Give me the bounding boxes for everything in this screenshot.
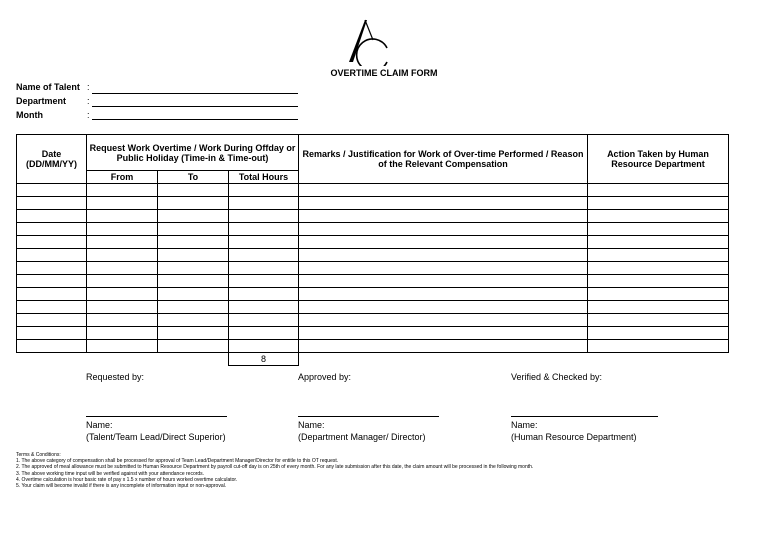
department-colon: :	[87, 96, 90, 106]
remarks-cell[interactable]	[299, 184, 588, 197]
date-cell[interactable]	[17, 340, 87, 353]
remarks-cell[interactable]	[299, 275, 588, 288]
remarks-header: Remarks / Justification for Work of Over-time Performed / Reason of the Relevant Compensation	[299, 135, 588, 184]
from-cell[interactable]	[87, 236, 158, 249]
to-cell[interactable]	[158, 262, 229, 275]
approved-signature-line[interactable]	[298, 416, 439, 417]
remarks-cell[interactable]	[299, 340, 588, 353]
action-cell[interactable]	[588, 314, 729, 327]
remarks-cell[interactable]	[299, 223, 588, 236]
verified-signature-line[interactable]	[511, 416, 658, 417]
date-cell[interactable]	[17, 184, 87, 197]
total-hours-cell[interactable]	[229, 197, 299, 210]
date-cell[interactable]	[17, 262, 87, 275]
action-cell[interactable]	[588, 184, 729, 197]
to-cell[interactable]	[158, 210, 229, 223]
from-cell[interactable]	[87, 184, 158, 197]
table-row	[17, 275, 729, 288]
date-cell[interactable]	[17, 275, 87, 288]
terms-item: 1. The above category of compensation shall be processed for approval of Team Lead/Department Manager/Director for entitle to this OT request.	[16, 458, 339, 465]
request-header: Request Work Overtime / Work During Offday or Public Holiday (Time-in & Time-out)	[87, 135, 299, 171]
date-cell[interactable]	[17, 197, 87, 210]
total-hours-cell[interactable]	[229, 327, 299, 340]
total-hours-header: Total Hours	[229, 171, 299, 184]
total-hours-cell[interactable]	[229, 262, 299, 275]
total-spacer-right	[299, 353, 729, 366]
total-hours-cell[interactable]	[229, 314, 299, 327]
to-cell[interactable]	[158, 301, 229, 314]
date-cell[interactable]	[17, 210, 87, 223]
action-cell[interactable]	[588, 262, 729, 275]
to-cell[interactable]	[158, 184, 229, 197]
to-cell[interactable]	[158, 327, 229, 340]
date-cell[interactable]	[17, 327, 87, 340]
from-cell[interactable]	[87, 327, 158, 340]
remarks-cell[interactable]	[299, 249, 588, 262]
name-of-talent-field[interactable]	[92, 84, 298, 94]
total-hours-cell[interactable]	[229, 301, 299, 314]
table-row	[17, 184, 729, 197]
total-spacer	[17, 353, 229, 366]
action-cell[interactable]	[588, 249, 729, 262]
verified-by-label: Verified & Checked by:	[511, 372, 603, 382]
total-hours-cell[interactable]	[229, 288, 299, 301]
total-hours-cell[interactable]	[229, 184, 299, 197]
total-hours-cell[interactable]	[229, 223, 299, 236]
requested-name-label: Name:	[86, 420, 113, 430]
requested-by-label: Requested by:	[86, 372, 145, 382]
approved-role: (Department Manager/ Director)	[298, 432, 426, 442]
from-cell[interactable]	[87, 340, 158, 353]
month-field[interactable]	[92, 110, 298, 120]
to-cell[interactable]	[158, 288, 229, 301]
from-header: From	[87, 171, 158, 184]
from-cell[interactable]	[87, 314, 158, 327]
to-cell[interactable]	[158, 249, 229, 262]
remarks-cell[interactable]	[299, 327, 588, 340]
remarks-cell[interactable]	[299, 288, 588, 301]
date-cell[interactable]	[17, 236, 87, 249]
table-row	[17, 249, 729, 262]
action-cell[interactable]	[588, 275, 729, 288]
from-cell[interactable]	[87, 288, 158, 301]
total-hours-cell[interactable]	[229, 249, 299, 262]
from-cell[interactable]	[87, 249, 158, 262]
total-hours-cell[interactable]	[229, 340, 299, 353]
to-cell[interactable]	[158, 236, 229, 249]
terms-item: 3. The above working time input will be verified against with your attendance records.	[16, 470, 205, 477]
action-cell[interactable]	[588, 210, 729, 223]
requested-role: (Talent/Team Lead/Direct Superior)	[86, 432, 226, 442]
from-cell[interactable]	[87, 223, 158, 236]
department-label: Department	[16, 96, 67, 106]
to-header: To	[158, 171, 229, 184]
from-cell[interactable]	[87, 262, 158, 275]
verified-role: (Human Resource Department)	[511, 432, 637, 442]
date-cell[interactable]	[17, 288, 87, 301]
remarks-cell[interactable]	[299, 314, 588, 327]
to-cell[interactable]	[158, 197, 229, 210]
to-cell[interactable]	[158, 275, 229, 288]
approved-by-label: Approved by:	[298, 372, 352, 382]
table-row	[17, 197, 729, 210]
remarks-cell[interactable]	[299, 236, 588, 249]
to-cell[interactable]	[158, 340, 229, 353]
terms-item: 2. The approved of meal allowance must be submitted to Human Resource Department by payroll cut-off day is on 25th of every month. For any late submission after this date, the claim amount will be processed in the following month.	[16, 464, 534, 471]
verified-name-label: Name:	[511, 420, 538, 430]
action-cell[interactable]	[588, 197, 729, 210]
total-hours-value: 8	[229, 353, 299, 366]
action-cell[interactable]	[588, 288, 729, 301]
date-cell[interactable]	[17, 301, 87, 314]
remarks-cell[interactable]	[299, 262, 588, 275]
table-row	[17, 236, 729, 249]
table-row	[17, 327, 729, 340]
table-row	[17, 314, 729, 327]
name-colon: :	[87, 82, 90, 92]
terms-and-conditions	[16, 452, 533, 489]
overtime-table	[16, 134, 729, 366]
action-cell[interactable]	[588, 223, 729, 236]
action-header: Action Taken by Human Resource Department	[588, 135, 729, 184]
to-cell[interactable]	[158, 314, 229, 327]
date-cell[interactable]	[17, 223, 87, 236]
action-cell[interactable]	[588, 236, 729, 249]
from-cell[interactable]	[87, 275, 158, 288]
table-row	[17, 262, 729, 275]
date-cell[interactable]	[17, 249, 87, 262]
table-row	[17, 210, 729, 223]
table-row	[17, 301, 729, 314]
terms-heading: Terms & Conditions:	[16, 452, 61, 458]
total-hours-cell[interactable]	[229, 236, 299, 249]
terms-item: 5. Your claim will become invalid if there is any incomplete of information input or non-approval.	[16, 483, 227, 490]
terms-item: 4. Overtime calculation is hour basic rate of pay x 1.5 x number of hours worked overtime calculator.	[16, 476, 238, 483]
date-header: Date (DD/MM/YY)	[17, 135, 87, 184]
department-field[interactable]	[92, 97, 298, 107]
remarks-cell[interactable]	[299, 210, 588, 223]
month-colon: :	[87, 110, 90, 120]
name-of-talent-label: Name of Talent	[16, 82, 80, 92]
form-title: OVERTIME CLAIM FORM	[330, 68, 438, 78]
total-hours-cell[interactable]	[229, 210, 299, 223]
ac-logo-icon	[343, 18, 393, 66]
action-cell[interactable]	[588, 327, 729, 340]
requested-signature-line[interactable]	[86, 416, 227, 417]
from-cell[interactable]	[87, 301, 158, 314]
date-cell[interactable]	[17, 314, 87, 327]
from-cell[interactable]	[87, 210, 158, 223]
total-hours-cell[interactable]	[229, 275, 299, 288]
from-cell[interactable]	[87, 197, 158, 210]
to-cell[interactable]	[158, 223, 229, 236]
table-row	[17, 340, 729, 353]
action-cell[interactable]	[588, 301, 729, 314]
remarks-cell[interactable]	[299, 301, 588, 314]
table-row	[17, 288, 729, 301]
action-cell[interactable]	[588, 340, 729, 353]
approved-name-label: Name:	[298, 420, 325, 430]
month-label: Month	[16, 110, 43, 120]
table-row	[17, 223, 729, 236]
remarks-cell[interactable]	[299, 197, 588, 210]
